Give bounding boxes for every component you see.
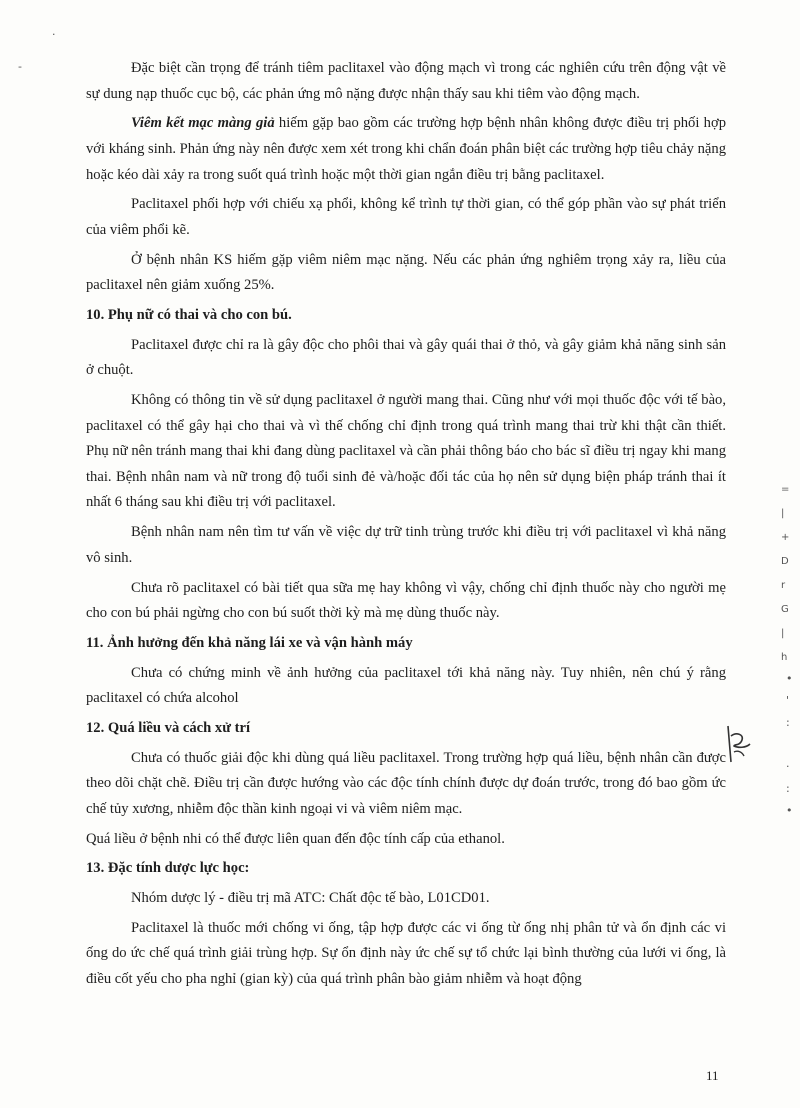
section-heading: 10. Phụ nữ có thai và cho con bú. (86, 307, 292, 324)
handwritten-signature (722, 722, 754, 771)
paragraph: Chưa có thuốc giải độc khi dùng quá liều paclitaxel. Trong trường hợp quá liều, bệnh nhân cần được theo dõi chặt chẽ. Điều trị cần được hướng vào các độc tính chính được dự đoán trước, trong đó bao gồm ức chế tủy xương, nhiễm độc thần kinh ngoại vi và viêm niêm mạc. (86, 749, 726, 817)
paragraph (86, 111, 726, 188)
paragraph: Quá liều ở bệnh nhi có thể được liên quan đến độc tính cấp của ethanol. (86, 830, 505, 847)
paragraph-text: hiếm gặp bao gồm các trường hợp bệnh nhân không được điều trị phối hợp với kháng sinh. Phản ứng này nên được xem xét trong khi chẩn đoán phân biệt các trường hợp tiêu chảy nặng hoặc kéo dài xảy ra trong suốt quá trình hoặc một thời gian ngắn điều trị bằng paclitaxel. (86, 115, 726, 183)
binding-marks: = | + D r G | h (781, 484, 790, 663)
section-heading: 12. Quá liều và cách xử trí (86, 719, 251, 736)
page-number: 11 (706, 1068, 719, 1083)
document-body (86, 56, 726, 997)
scan-mark: · (52, 28, 56, 41)
paragraph: Bệnh nhân nam nên tìm tư vấn về việc dự trữ tinh trùng trước khi điều trị với paclitaxel vì khả năng vô sinh. (86, 524, 726, 566)
paragraph: Paclitaxel được chỉ ra là gây độc cho phôi thai và gây quái thai ở thỏ, và gây giảm khả năng sinh sản ở chuột. (86, 336, 726, 379)
binding-dots: • ' : · : • (786, 672, 793, 817)
section-heading: 13. Đặc tính dược lực học: (86, 860, 250, 877)
scan-mark: - (18, 60, 22, 73)
paragraph: Paclitaxel là thuốc mới chống vi ống, tập hợp được các vi ống từ ống nhị phân tử và ổn định các vi ống do ức chế quá trình giải trùng hợp. Sự ổn định này ức chế sự tổ chức lại bình thường của lưới vi ống, là điều cốt yếu cho pha nghỉ (gian kỳ) của quá trình phân bào giảm nhiễm và hoạt động (86, 919, 726, 987)
paragraph: Đặc biệt cần trọng để tránh tiêm paclitaxel vào động mạch vì trong các nghiên cứu trên động vật về sự dung nạp thuốc cục bộ, các phản ứng mô nặng được nhận thấy sau khi tiêm vào động mạch. (86, 60, 726, 102)
paragraph: Không có thông tin về sử dụng paclitaxel ở người mang thai. Cũng như với mọi thuốc độc với tế bào, paclitaxel có thể gây hại cho thai và vì thế chống chỉ định trong quá trình mang thai trừ khi thật cần thiết. Phụ nữ nên tránh mang thai khi đang dùng paclitaxel và cần phải thông báo cho bác sĩ điều trị ngay khi mang thai. Bệnh nhân nam và nữ trong độ tuổi sinh đẻ và/hoặc đối tác của họ nên sử dụng biện pháp tránh thai ít nhất 6 tháng sau khi điều trị với paclitaxel. (86, 392, 726, 511)
paragraph: Paclitaxel phối hợp với chiếu xạ phổi, không kể trình tự thời gian, có thể góp phần vào sự phát triển của viêm phổi kẽ. (86, 196, 726, 238)
emphasis-term: Viêm kết mạc màng giả (131, 115, 275, 132)
paragraph: Chưa có chứng minh về ảnh hưởng của paclitaxel tới khả năng này. Tuy nhiên, nên chú ý rằng paclitaxel có chứa alcohol (86, 664, 726, 707)
paragraph: Chưa rõ paclitaxel có bài tiết qua sữa mẹ hay không vì vậy, chống chỉ định thuốc này cho người mẹ cho con bú phải ngừng cho con bú suốt thời kỳ mà mẹ dùng thuốc này. (86, 579, 726, 622)
paragraph: Ở bệnh nhân KS hiếm gặp viêm niêm mạc nặng. Nếu các phản ứng nghiêm trọng xảy ra, liều của paclitaxel nên giảm xuống 25%. (86, 251, 726, 294)
paragraph: Nhóm dược lý - điều trị mã ATC: Chất độc tế bào, L01CD01. (131, 889, 490, 906)
section-heading: 11. Ảnh hưởng đến khả năng lái xe và vận hành máy (86, 634, 413, 651)
